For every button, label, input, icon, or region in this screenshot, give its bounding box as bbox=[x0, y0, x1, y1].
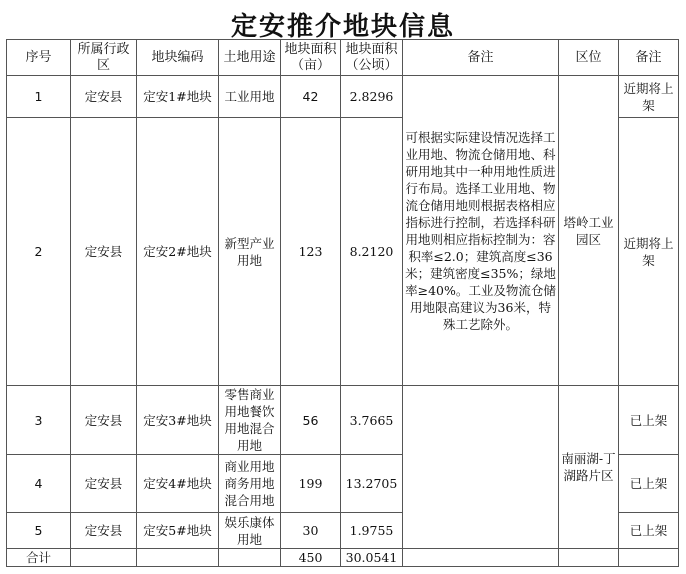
cell-area-ha: 13.2705 bbox=[341, 455, 403, 513]
cell-area-mu: 30 bbox=[281, 513, 341, 549]
header-area-mu: 地块面积（亩） bbox=[281, 40, 341, 76]
cell-district: 定安县 bbox=[71, 118, 137, 386]
cell-land-use: 工业用地 bbox=[219, 76, 281, 118]
header-zone: 区位 bbox=[559, 40, 619, 76]
page-title: 定安推介地块信息 bbox=[230, 12, 455, 42]
total-area-mu: 450 bbox=[281, 549, 341, 567]
cell-land-use: 零售商业用地餐饮用地混合用地 bbox=[219, 386, 281, 455]
header-row bbox=[7, 40, 679, 76]
cell-plot-code: 定安1#地块 bbox=[137, 76, 219, 118]
cell-land-use: 娱乐康体用地 bbox=[219, 513, 281, 549]
cell-status: 已上架 bbox=[619, 513, 679, 549]
cell-area-mu: 56 bbox=[281, 386, 341, 455]
cell-seq: 1 bbox=[7, 76, 71, 118]
cell-district: 定安县 bbox=[71, 386, 137, 455]
empty-cell bbox=[219, 549, 281, 567]
cell-status: 近期将上架 bbox=[619, 118, 679, 386]
cell-plot-code: 定安3#地块 bbox=[137, 386, 219, 455]
cell-area-ha: 3.7665 bbox=[341, 386, 403, 455]
empty-cell bbox=[71, 549, 137, 567]
cell-area-ha: 2.8296 bbox=[341, 76, 403, 118]
cell-district: 定安县 bbox=[71, 455, 137, 513]
cell-land-use: 新型产业用地 bbox=[219, 118, 281, 386]
total-row bbox=[7, 549, 679, 567]
remark-text: 可根据实际建设情况选择工业用地、物流仓储用地、科研用地其中一种用地性质进行布局。选择工业用地、物流仓储用地则根据表格相应指标进行控制，若选择科研用地则相应指标控制为：容积率≤2.0；建筑高度≤36米；建筑密度≤35%；绿地率≥40%。工业及物流仓储用地限高建议为36米，特殊工艺除外。 bbox=[403, 76, 559, 386]
cell-area-ha: 1.9755 bbox=[341, 513, 403, 549]
header-district: 所属行政区 bbox=[71, 40, 137, 76]
header-plot-code: 地块编码 bbox=[137, 40, 219, 76]
cell-seq: 4 bbox=[7, 455, 71, 513]
cell-status: 近期将上架 bbox=[619, 76, 679, 118]
empty-cell bbox=[403, 549, 559, 567]
cell-district: 定安县 bbox=[71, 513, 137, 549]
cell-status: 已上架 bbox=[619, 455, 679, 513]
cell-plot-code: 定安5#地块 bbox=[137, 513, 219, 549]
header-remark2: 备注 bbox=[619, 40, 679, 76]
remark-empty bbox=[403, 386, 559, 549]
zone-tagling: 塔岭工业园区 bbox=[559, 76, 619, 386]
empty-cell bbox=[619, 549, 679, 567]
table-row bbox=[7, 386, 679, 455]
header-seq: 序号 bbox=[7, 40, 71, 76]
header-land-use: 土地用途 bbox=[219, 40, 281, 76]
empty-cell bbox=[559, 549, 619, 567]
cell-land-use: 商业用地商务用地混合用地 bbox=[219, 455, 281, 513]
table-row bbox=[7, 76, 679, 118]
total-label: 合计 bbox=[7, 549, 71, 567]
header-remark: 备注 bbox=[403, 40, 559, 76]
total-area-ha: 30.0541 bbox=[341, 549, 403, 567]
cell-area-ha: 8.2120 bbox=[341, 118, 403, 386]
cell-area-mu: 123 bbox=[281, 118, 341, 386]
cell-area-mu: 199 bbox=[281, 455, 341, 513]
header-area-ha: 地块面积（公顷） bbox=[341, 40, 403, 76]
empty-cell bbox=[137, 549, 219, 567]
cell-status: 已上架 bbox=[619, 386, 679, 455]
cell-seq: 5 bbox=[7, 513, 71, 549]
cell-seq: 2 bbox=[7, 118, 71, 386]
cell-plot-code: 定安2#地块 bbox=[137, 118, 219, 386]
plot-info-table bbox=[6, 39, 679, 567]
cell-area-mu: 42 bbox=[281, 76, 341, 118]
cell-seq: 3 bbox=[7, 386, 71, 455]
cell-district: 定安县 bbox=[71, 76, 137, 118]
zone-nanlihu: 南丽湖-丁湖路片区 bbox=[559, 386, 619, 549]
cell-plot-code: 定安4#地块 bbox=[137, 455, 219, 513]
